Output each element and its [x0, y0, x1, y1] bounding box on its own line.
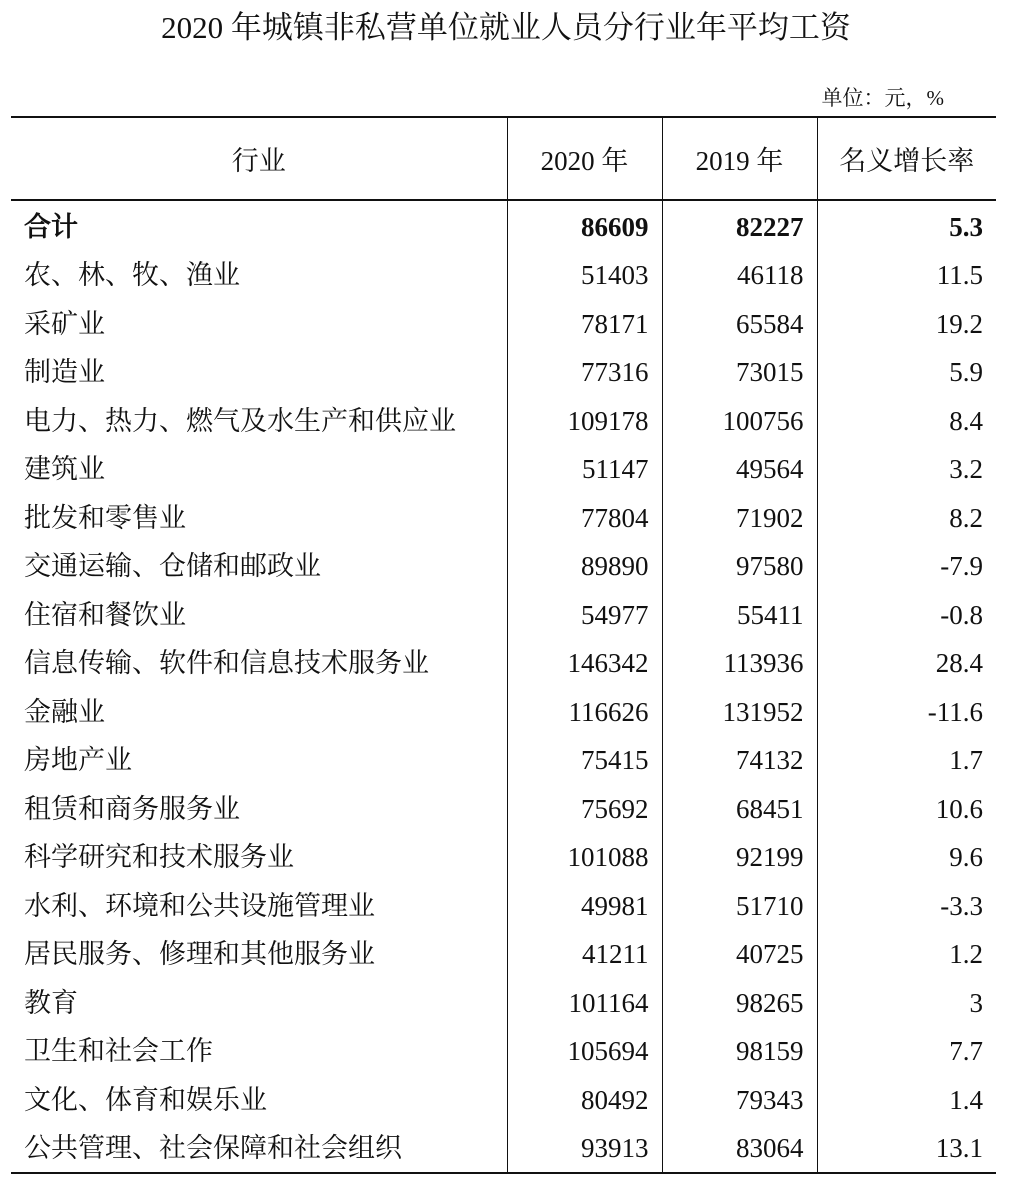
- table-row: [11, 251, 996, 300]
- growth-rate-cell: 10.6: [817, 785, 996, 834]
- growth-rate-cell: 13.1: [817, 1124, 996, 1173]
- growth-rate-cell: 1.4: [817, 1076, 996, 1125]
- table-row: [11, 445, 996, 494]
- value-2020-cell: 75415: [507, 736, 662, 785]
- page-title: 2020 年城镇非私营单位就业人员分行业年平均工资: [161, 10, 851, 45]
- growth-rate-cell: -11.6: [817, 688, 996, 737]
- table-row: [11, 348, 996, 397]
- industry-cell: 教育: [24, 987, 78, 1018]
- value-2019-cell: 82227: [662, 200, 817, 251]
- value-2019-cell: 73015: [662, 348, 817, 397]
- value-2020-cell: 41211: [507, 930, 662, 979]
- table-row: [11, 1076, 996, 1125]
- header-2020: 2020 年: [507, 117, 662, 200]
- table-row: [11, 882, 996, 931]
- industry-cell: 住宿和餐饮业: [24, 599, 186, 630]
- industry-cell: 房地产业: [24, 745, 132, 776]
- value-2020-cell: 146342: [507, 639, 662, 688]
- table-row: [11, 979, 996, 1028]
- industry-cell: 交通运输、仓储和邮政业: [24, 551, 321, 582]
- table-row: [11, 639, 996, 688]
- value-2020-cell: 80492: [507, 1076, 662, 1125]
- growth-rate-cell: 28.4: [817, 639, 996, 688]
- value-2020-cell: 78171: [507, 300, 662, 349]
- growth-rate-cell: 1.7: [817, 736, 996, 785]
- table-row: [11, 736, 996, 785]
- value-2020-cell: 86609: [507, 200, 662, 251]
- industry-cell: 电力、热力、燃气及水生产和供应业: [24, 405, 456, 436]
- header-growth-rate: 名义增长率: [817, 117, 996, 200]
- value-2020-cell: 101088: [507, 833, 662, 882]
- value-2019-cell: 55411: [662, 591, 817, 640]
- value-2019-cell: 92199: [662, 833, 817, 882]
- growth-rate-cell: 5.3: [817, 200, 996, 251]
- table-row: [11, 542, 996, 591]
- table-row: [11, 1124, 996, 1173]
- value-2019-cell: 98265: [662, 979, 817, 1028]
- header-2019: 2019 年: [662, 117, 817, 200]
- growth-rate-cell: 5.9: [817, 348, 996, 397]
- value-2019-cell: 100756: [662, 397, 817, 446]
- wage-table: [11, 116, 996, 1174]
- industry-cell: 水利、环境和公共设施管理业: [24, 890, 375, 921]
- value-2020-cell: 109178: [507, 397, 662, 446]
- value-2019-cell: 68451: [662, 785, 817, 834]
- industry-cell: 建筑业: [24, 454, 105, 485]
- value-2019-cell: 131952: [662, 688, 817, 737]
- value-2019-cell: 113936: [662, 639, 817, 688]
- value-2020-cell: 116626: [507, 688, 662, 737]
- value-2020-cell: 54977: [507, 591, 662, 640]
- table-header-row: [11, 117, 996, 200]
- industry-cell: 信息传输、软件和信息技术服务业: [24, 648, 429, 679]
- growth-rate-cell: -7.9: [817, 542, 996, 591]
- table-row-total: [11, 200, 996, 251]
- value-2019-cell: 49564: [662, 445, 817, 494]
- table-row: [11, 930, 996, 979]
- value-2019-cell: 79343: [662, 1076, 817, 1125]
- industry-cell: 农、林、牧、渔业: [24, 260, 240, 291]
- value-2019-cell: 74132: [662, 736, 817, 785]
- table-row: [11, 833, 996, 882]
- growth-rate-cell: 9.6: [817, 833, 996, 882]
- value-2020-cell: 75692: [507, 785, 662, 834]
- growth-rate-cell: 11.5: [817, 251, 996, 300]
- industry-cell: 租赁和商务服务业: [24, 793, 240, 824]
- value-2020-cell: 93913: [507, 1124, 662, 1173]
- growth-rate-cell: 8.4: [817, 397, 996, 446]
- value-2019-cell: 83064: [662, 1124, 817, 1173]
- table-row: [11, 785, 996, 834]
- growth-rate-cell: 3.2: [817, 445, 996, 494]
- value-2020-cell: 89890: [507, 542, 662, 591]
- growth-rate-cell: 8.2: [817, 494, 996, 543]
- value-2019-cell: 40725: [662, 930, 817, 979]
- growth-rate-cell: 7.7: [817, 1027, 996, 1076]
- industry-cell: 卫生和社会工作: [24, 1036, 213, 1067]
- industry-cell: 科学研究和技术服务业: [24, 842, 294, 873]
- industry-cell: 文化、体育和娱乐业: [24, 1084, 267, 1115]
- table-body: [11, 200, 996, 1173]
- value-2019-cell: 71902: [662, 494, 817, 543]
- growth-rate-cell: -0.8: [817, 591, 996, 640]
- value-2020-cell: 51403: [507, 251, 662, 300]
- value-2020-cell: 51147: [507, 445, 662, 494]
- value-2020-cell: 101164: [507, 979, 662, 1028]
- value-2020-cell: 77804: [507, 494, 662, 543]
- industry-cell: 公共管理、社会保障和社会组织: [11, 1124, 507, 1173]
- value-2019-cell: 65584: [662, 300, 817, 349]
- table-row: [11, 688, 996, 737]
- growth-rate-cell: -3.3: [817, 882, 996, 931]
- unit-note: 单位：元，%: [821, 86, 944, 110]
- table-row: [11, 1027, 996, 1076]
- growth-rate-cell: 19.2: [817, 300, 996, 349]
- value-2020-cell: 49981: [507, 882, 662, 931]
- value-2019-cell: 46118: [662, 251, 817, 300]
- industry-cell: 采矿业: [24, 308, 105, 339]
- industry-cell: 制造业: [24, 357, 105, 388]
- table-row: [11, 591, 996, 640]
- table-row: [11, 300, 996, 349]
- industry-cell: 合计: [24, 212, 78, 242]
- value-2019-cell: 98159: [662, 1027, 817, 1076]
- value-2020-cell: 77316: [507, 348, 662, 397]
- growth-rate-cell: 1.2: [817, 930, 996, 979]
- table-row: [11, 494, 996, 543]
- value-2020-cell: 105694: [507, 1027, 662, 1076]
- value-2019-cell: 51710: [662, 882, 817, 931]
- value-2019-cell: 97580: [662, 542, 817, 591]
- industry-cell: 居民服务、修理和其他服务业: [24, 939, 375, 970]
- industry-cell: 金融业: [24, 696, 105, 727]
- header-industry: 行业: [11, 117, 507, 200]
- growth-rate-cell: 3: [817, 979, 996, 1028]
- industry-cell: 批发和零售业: [24, 502, 186, 533]
- table-row: [11, 397, 996, 446]
